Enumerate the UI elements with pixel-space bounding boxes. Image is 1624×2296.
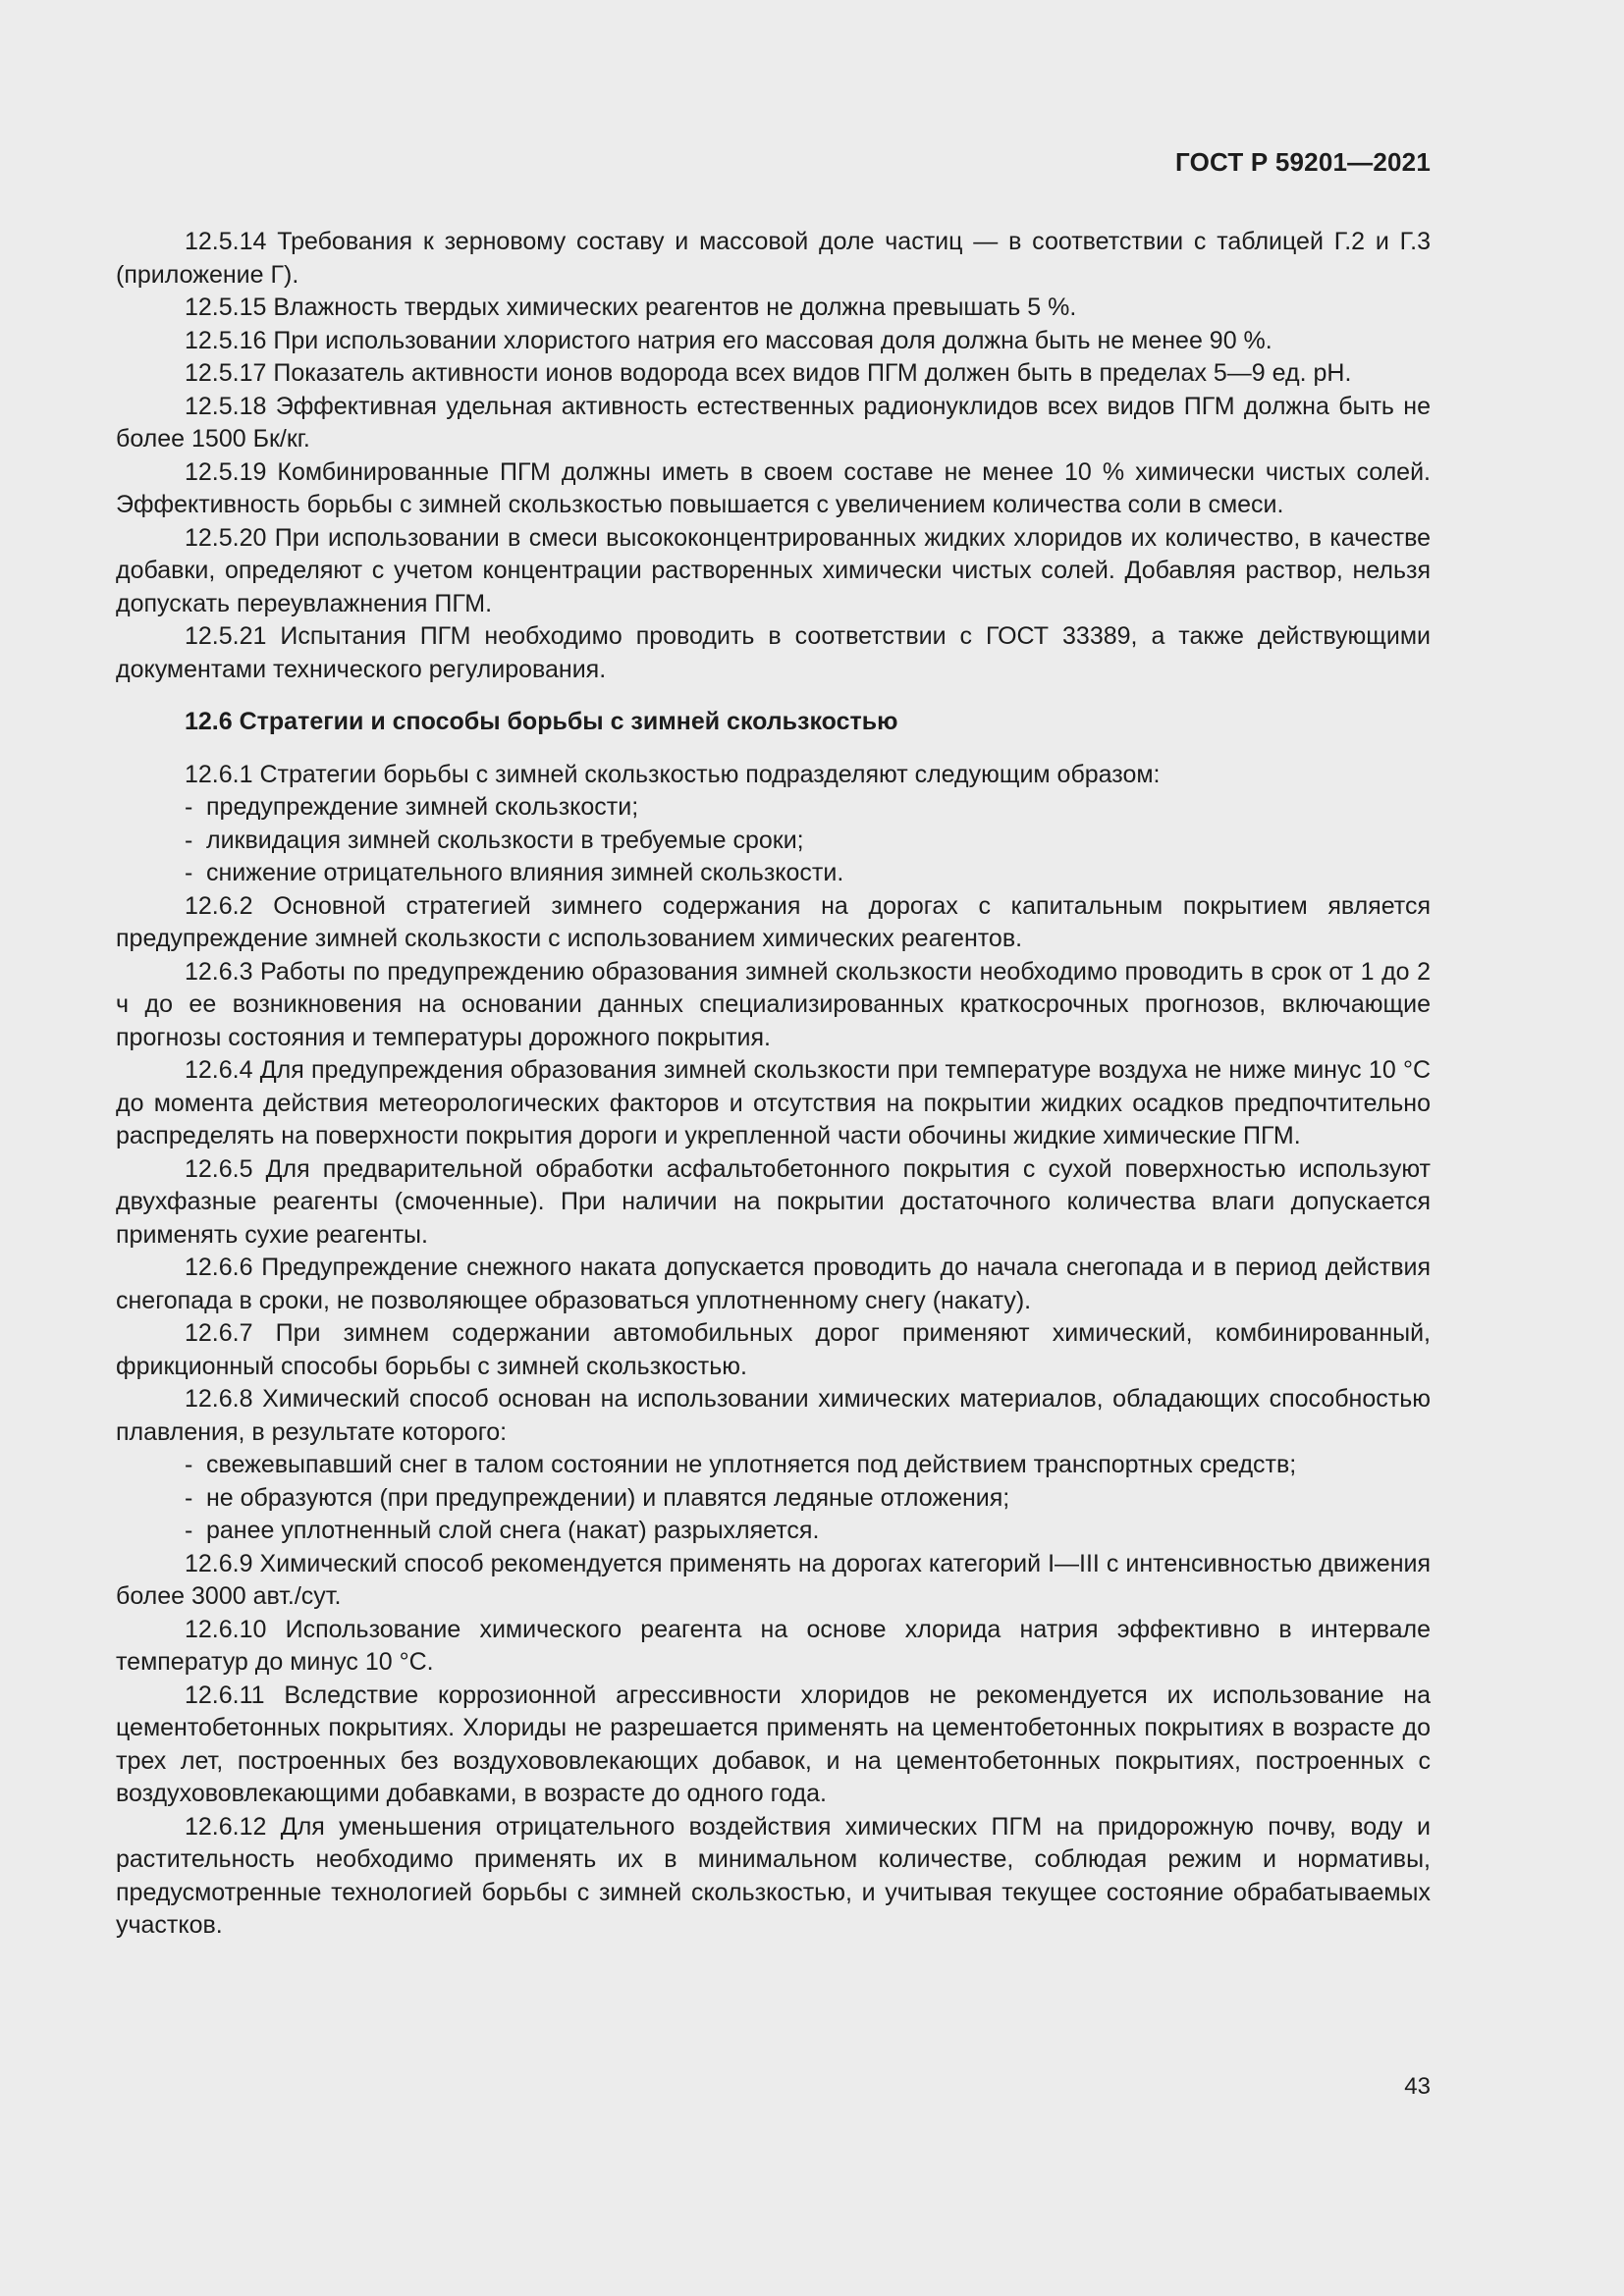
list-item-text: снижение отрицательного влияния зимней скользкости. <box>206 859 844 886</box>
paragraph-12-6-2: 12.6.2 Основной стратегией зимнего содержания на дорогах с капитальным покрытием является предупреждение зимней скользкости с использованием химических реагентов. <box>116 891 1431 952</box>
paragraph-12-6-10: 12.6.10 Использование химического реагента на основе хлорида натрия эффективно в интервале температур до минус 10 °С. <box>116 1615 1431 1676</box>
list-item-text: ранее уплотненный слой снега (накат) разрыхляется. <box>206 1517 820 1544</box>
list-item <box>116 1515 1431 1548</box>
paragraph-12-5-17: 12.5.17 Показатель активности ионов водорода всех видов ПГМ должен быть в пределах 5—9 ед. рН. <box>185 359 1352 387</box>
list-item <box>116 791 1431 825</box>
paragraph-12-5-21: 12.5.21 Испытания ПГМ необходимо проводить в соответствии с ГОСТ 33389, а также действующими документами технического регулирования. <box>116 622 1431 683</box>
document-code-header: ГОСТ Р 59201—2021 <box>1175 147 1431 177</box>
paragraph-12-6-11: 12.6.11 Вследствие коррозионной агрессивности хлоридов не рекомендуется их использование на цементобетонных покрытиях. Хлориды не разрешается применять на цементобетонных покрытиях в возрасте до трех лет, построенных без воздухововлекающих добавок, и на цементобетонных покрытиях, построенных с воздухововлекающими добавками, в возрасте до одного года. <box>116 1681 1431 1807</box>
paragraph-12-6-12: 12.6.12 Для уменьшения отрицательного воздействия химических ПГМ на придорожную почву, воду и растительность необходимо применять их в минимальном количестве, соблюдая режим и нормативы, предусмотренные технологией борьбы с зимней скользкостью, и учитывая текущее состояние обрабатываемых участков. <box>116 1812 1431 1939</box>
paragraph-12-5-20: 12.5.20 При использовании в смеси высококонцентрированных жидких хлоридов их количество, в качестве добавки, определяют с учетом концентрации растворенных химически чистых солей. Добавляя раствор, нельзя допускать переувлажнения ПГМ. <box>116 523 1431 617</box>
paragraph-12-6-5: 12.6.5 Для предварительной обработки асфальтобетонного покрытия с сухой поверхностью используют двухфазные реагенты (смоченные). При наличии на покрытии достаточного количества влаги допускается применять сухие реагенты. <box>116 1154 1431 1249</box>
paragraph-12-5-18: 12.5.18 Эффективная удельная активность естественных радионуклидов всех видов ПГМ должна быть не более 1500 Бк/кг. <box>116 392 1431 453</box>
paragraph-12-6-7: 12.6.7 При зимнем содержании автомобильных дорог применяют химический, комбинированный, фрикционный способы борьбы с зимней скользкостью. <box>116 1319 1431 1380</box>
list-item <box>116 1482 1431 1516</box>
list-item-text: ликвидация зимней скользкости в требуемые сроки; <box>206 826 804 854</box>
paragraph-12-6-3: 12.6.3 Работы по предупреждению образования зимней скользкости необходимо проводить в срок от 1 до 2 ч до ее возникновения на основании данных специализированных краткосрочных прогнозов, включающие прогнозы состояния и температуры дорожного покрытия. <box>116 957 1431 1051</box>
paragraph-12-6-9: 12.6.9 Химический способ рекомендуется применять на дорогах категорий I—III с интенсивностью движения более 3000 авт./сут. <box>116 1549 1431 1610</box>
document-body <box>116 226 1431 1943</box>
list-item <box>116 1449 1431 1482</box>
list-item-text: свежевыпавший снег в талом состоянии не уплотняется под действием транспортных средств; <box>206 1451 1297 1478</box>
paragraph-12-6-8: 12.6.8 Химический способ основан на использовании химических материалов, обладающих способностью плавления, в результате которого: <box>116 1385 1431 1446</box>
section-heading-12-6: 12.6 Стратегии и способы борьбы с зимней скользкостью <box>185 708 898 735</box>
list-dash: - <box>185 793 193 821</box>
paragraph-12-6-6: 12.6.6 Предупреждение снежного наката допускается проводить до начала снегопада и в период действия снегопада в сроки, не позволяющее образоваться уплотненному снегу (накату). <box>116 1254 1431 1314</box>
list-item-text: не образуются (при предупреждении) и плавятся ледяные отложения; <box>206 1483 1010 1512</box>
paragraph-12-5-16: 12.5.16 При использовании хлористого натрия его массовая доля должна быть не менее 90 %. <box>185 326 1272 354</box>
list-dash: - <box>185 1517 193 1544</box>
paragraph-12-6-1: 12.6.1 Стратегии борьбы с зимней скользкостью подразделяют следующим образом: <box>185 760 1161 788</box>
list-dash: - <box>185 826 193 854</box>
list-item-text: предупреждение зимней скользкости; <box>206 793 639 821</box>
paragraph-12-5-14: 12.5.14 Требования к зерновому составу и массовой доле частиц — в соответствии с таблицей Г.2 и Г.3 (приложение Г). <box>116 228 1431 289</box>
paragraph-12-5-15: 12.5.15 Влажность твердых химических реагентов не должна превышать 5 %. <box>185 294 1077 321</box>
list-item <box>116 857 1431 890</box>
page-number: 43 <box>1404 2073 1431 2100</box>
list-dash: - <box>185 1483 193 1512</box>
paragraph-12-5-19: 12.5.19 Комбинированные ПГМ должны иметь в своем составе не менее 10 % химически чистых солей. Эффективность борьбы с зимней скользкостью повышается с увеличением количества соли в смеси. <box>116 457 1431 518</box>
list-dash: - <box>185 859 193 886</box>
list-dash: - <box>185 1451 193 1478</box>
paragraph-12-6-4: 12.6.4 Для предупреждения образования зимней скользкости при температуре воздуха не ниже минус 10 °С до момента действия метеорологических факторов и отсутствия на покрытии жидких осадков предпочтительно распределять на поверхности покрытия дороги и укрепленной части обочины жидкие химические ПГМ. <box>116 1056 1431 1149</box>
list-item <box>116 825 1431 858</box>
